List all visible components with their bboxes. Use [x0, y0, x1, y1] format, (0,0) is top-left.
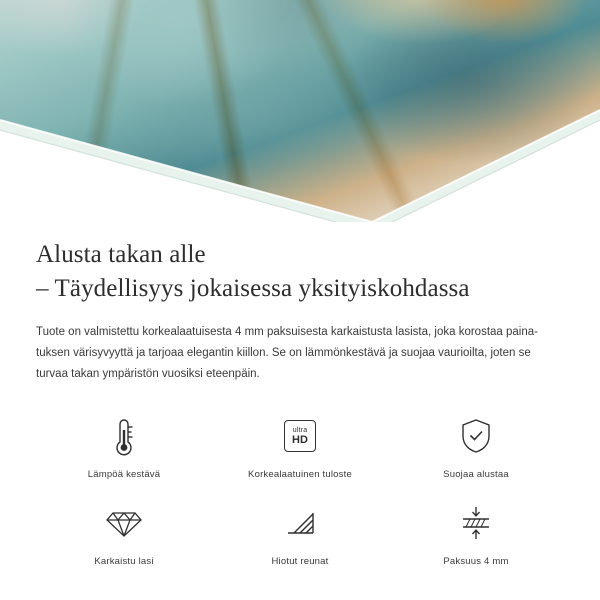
feature-label: Suojaa alustaa: [443, 469, 509, 480]
polished-edges-icon: [281, 498, 319, 548]
feature-protects-surface: [388, 411, 564, 480]
feature-high-quality-print: [212, 411, 388, 480]
headline-line-2: – Täydellisyys jokaisessa yksityiskohdassa: [36, 275, 470, 302]
ultra-hd-badge-top: ultra: [292, 426, 308, 434]
feature-polished-edges: [212, 498, 388, 567]
diamond-icon: [104, 498, 144, 548]
feature-grid: [36, 411, 564, 567]
ultra-hd-icon: [284, 411, 316, 461]
feature-thickness: [388, 498, 564, 567]
feature-heat-resistant: [36, 411, 212, 480]
thickness-arrows-icon: [457, 498, 495, 548]
gold-veins-overlay: [0, 0, 600, 222]
feature-label: Paksuus 4 mm: [443, 556, 509, 567]
shield-check-icon: [458, 411, 494, 461]
feature-label: Karkaistu lasi: [94, 556, 154, 567]
feature-label: Korkealaatuinen tuloste: [248, 469, 352, 480]
feature-tempered-glass: [36, 498, 212, 567]
headline-line-1: Alusta takan alle: [36, 241, 206, 268]
description-paragraph: Tuote on valmistettu korkealaatuisesta 4 mm paksuisesta karkaistusta lasista, joka korostaa paina-tuksen värisyvyyttä ja tarjoaa elegantin kiillon. Se on lämmönkestävä ja suojaa vaurioilta, joten se turvaa takan ympäristön vuosiksi eteenpäin.: [36, 326, 538, 380]
content-area: [0, 222, 600, 567]
ultra-hd-badge-bottom: HD: [292, 433, 308, 446]
feature-label: Hiotut reunat: [271, 556, 329, 567]
page-title: [36, 222, 564, 306]
feature-label: Lämpöä kestävä: [87, 469, 161, 480]
hero-image: [0, 0, 600, 222]
thermometer-icon: [106, 411, 142, 461]
